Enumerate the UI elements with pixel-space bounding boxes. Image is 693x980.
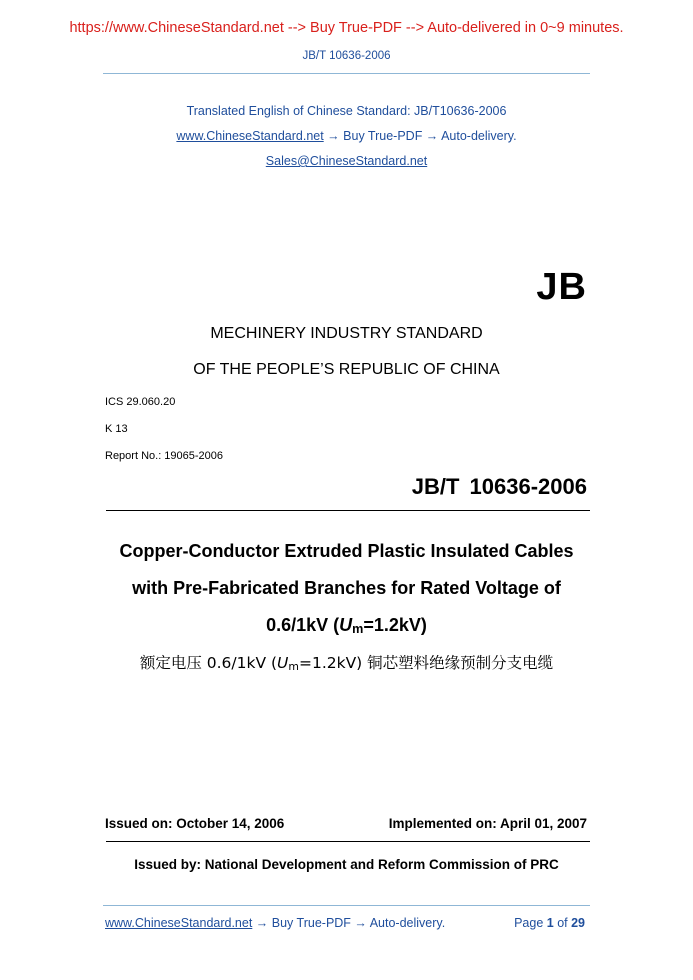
title-voltage-max: =1.2kV): [363, 615, 427, 635]
standard-code: JB/T 10636-2006: [411, 474, 587, 499]
document-title-line1: Copper-Conductor Extruded Plastic Insulated Cables: [119, 541, 574, 561]
title-u-symbol: U: [339, 615, 353, 635]
title-m-subscript: m: [352, 622, 364, 636]
page-indicator: [514, 916, 585, 930]
ics-code: ICS 29.060.20: [105, 396, 176, 408]
of-label: of: [553, 916, 572, 930]
report-number: Report No.: 19065-2006: [105, 450, 224, 462]
chinesestandard-link[interactable]: www.ChineseStandard.net: [176, 129, 324, 143]
cn-title-voltage: 额定电压 0.6/1kV (: [139, 654, 278, 672]
classification-code: K 13: [105, 423, 128, 435]
document-title-line3: [0, 615, 693, 636]
document-title-line2: with Pre-Fabricated Branches for Rated Voltage of: [132, 578, 561, 598]
header-divider: [103, 73, 590, 74]
page-number: 1: [546, 916, 554, 930]
page-label: Page: [514, 916, 547, 930]
issued-by: Issued by: National Development and Reform Commission of PRC: [134, 857, 559, 872]
translation-note: Translated English of Chinese Standard: JB/T10636-2006: [186, 104, 507, 118]
cn-title-u-symbol: U: [277, 654, 289, 672]
title-voltage: 0.6/1kV (: [266, 615, 340, 635]
footer-chinesestandard-link[interactable]: www.ChineseStandard.net: [105, 916, 253, 930]
cn-title-m-subscript: m: [288, 660, 299, 673]
issuer-divider: [106, 841, 590, 842]
header-standard-code: JB/T 10636-2006: [302, 50, 391, 62]
footer-divider: [103, 905, 590, 906]
cn-title-text: =1.2kV) 铜芯塑料绝缘预制分支电缆: [298, 654, 554, 672]
top-banner[interactable]: https://www.ChineseStandard.net --> Buy True-PDF --> Auto-delivered in 0~9 minutes.: [69, 20, 624, 36]
implemented-date: Implemented on: April 01, 2007: [388, 816, 587, 831]
standard-title-line2: OF THE PEOPLE’S REPUBLIC OF CHINA: [193, 361, 500, 378]
buy-pdf-note: → Buy True-PDF → Auto-delivery.: [323, 129, 517, 143]
standard-title-line1: MECHINERY INDUSTRY STANDARD: [210, 325, 483, 342]
footer-link-line: [105, 916, 445, 930]
footer-buy-note: → Buy True-PDF → Auto-delivery.: [252, 916, 446, 930]
page-total: 29: [571, 916, 585, 930]
title-divider: [106, 510, 590, 511]
sales-email-link[interactable]: Sales@ChineseStandard.net: [265, 154, 428, 168]
translation-link-line: [0, 129, 693, 143]
chinese-title: [0, 651, 693, 673]
issued-date: Issued on: October 14, 2006: [105, 816, 285, 831]
jb-logo: JB: [536, 266, 587, 308]
email-line: [0, 154, 693, 168]
